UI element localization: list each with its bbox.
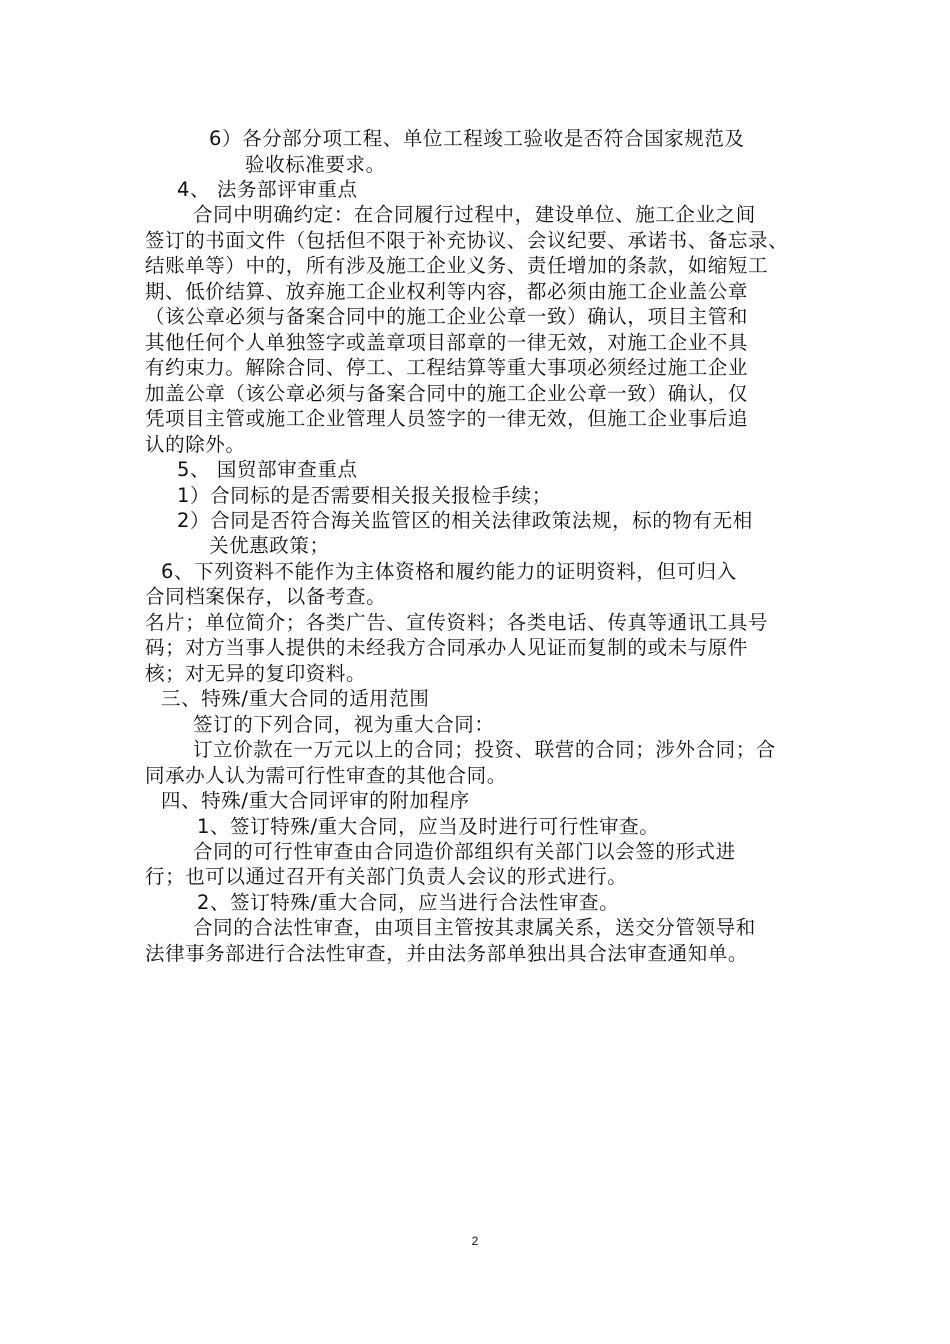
list-item: 2）合同是否符合海关监管区的相关法律政策法规，标的物有无相 xyxy=(177,509,753,532)
text-line: 凭项目主管或施工企业管理人员签字的一律无效，但施工企业事后追 xyxy=(145,407,749,430)
text-line: 合同档案保存，以备考查。 xyxy=(145,585,387,608)
text-line: 其他任何个人单独签字或盖章项目部章的一律无效，对施工企业不具 xyxy=(145,331,749,354)
list-item: 1）合同标的是否需要相关报关报检手续； xyxy=(177,484,552,507)
text-line: 核；对无异的复印资料。 xyxy=(145,662,367,685)
section-heading: 4、 法务部评审重点 xyxy=(177,178,358,201)
text-line: 法律事务部进行合法性审查，并由法务部单独出具合法审查通知单。 xyxy=(145,942,749,965)
text-line: 合同的合法性审查，由项目主管按其隶属关系，送交分管领导和 xyxy=(193,916,756,939)
text-line: 认的除外。 xyxy=(145,433,246,456)
list-item: 1、签订特殊/重大合同，应当及时进行可行性审查。 xyxy=(197,815,660,838)
section-heading: 四、特殊/重大合同评审的附加程序 xyxy=(161,789,470,812)
text-line: 验收标准要求。 xyxy=(245,153,386,176)
text-line: 关优惠政策； xyxy=(209,534,330,557)
text-line: 合同中明确约定：在合同履行过程中，建设单位、施工企业之间 xyxy=(193,203,756,226)
list-item: 2、签订特殊/重大合同，应当进行合法性审查。 xyxy=(197,891,620,914)
text-line: 加盖公章（该公章必须与备案合同中的施工企业公章一致）确认，仅 xyxy=(145,382,749,405)
section-heading: 三、特殊/重大合同的适用范围 xyxy=(161,687,430,710)
text-line: 订立价款在一万元以上的合同；投资、联营的合同；涉外合同；合 xyxy=(193,738,776,761)
text-line: 结账单等）中的，所有涉及施工企业义务、责任增加的条款，如缩短工 xyxy=(145,254,769,277)
text-line: 6、下列资料不能作为主体资格和履约能力的证明资料，但可归入 xyxy=(161,560,737,583)
text-line: 合同的可行性审查由合同造价部组织有关部门以会签的形式进 xyxy=(193,840,736,863)
text-line: 签订的书面文件（包括但不限于补充协议、会议纪要、承诺书、备忘录、 xyxy=(145,229,789,252)
text-line: 名片；单位简介；各类广告、宣传资料；各类电话、传真等通讯工具号 xyxy=(145,611,769,634)
text-line: 6）各分部分项工程、单位工程竣工验收是否符合国家规范及 xyxy=(209,127,745,150)
text-line: 同承办人认为需可行性审查的其他合同。 xyxy=(145,764,507,787)
text-line: 期、低价结算、放弃施工企业权利等内容，都必须由施工企业盖公章 xyxy=(145,280,749,303)
text-line: 行；也可以通过召开有关部门负责人会议的形式进行。 xyxy=(145,865,628,888)
text-line: 有约束力。解除合同、停工、工程结算等重大事项必须经过施工企业 xyxy=(145,356,749,379)
text-line: 签订的下列合同，视为重大合同： xyxy=(193,713,495,736)
text-line: 码；对方当事人提供的未经我方合同承办人见证而复制的或未与原件 xyxy=(145,636,749,659)
page-number: 2 xyxy=(471,1234,479,1248)
section-heading: 5、 国贸部审查重点 xyxy=(177,458,358,481)
text-line: （该公章必须与备案合同中的施工企业公章一致）确认，项目主管和 xyxy=(145,305,749,328)
